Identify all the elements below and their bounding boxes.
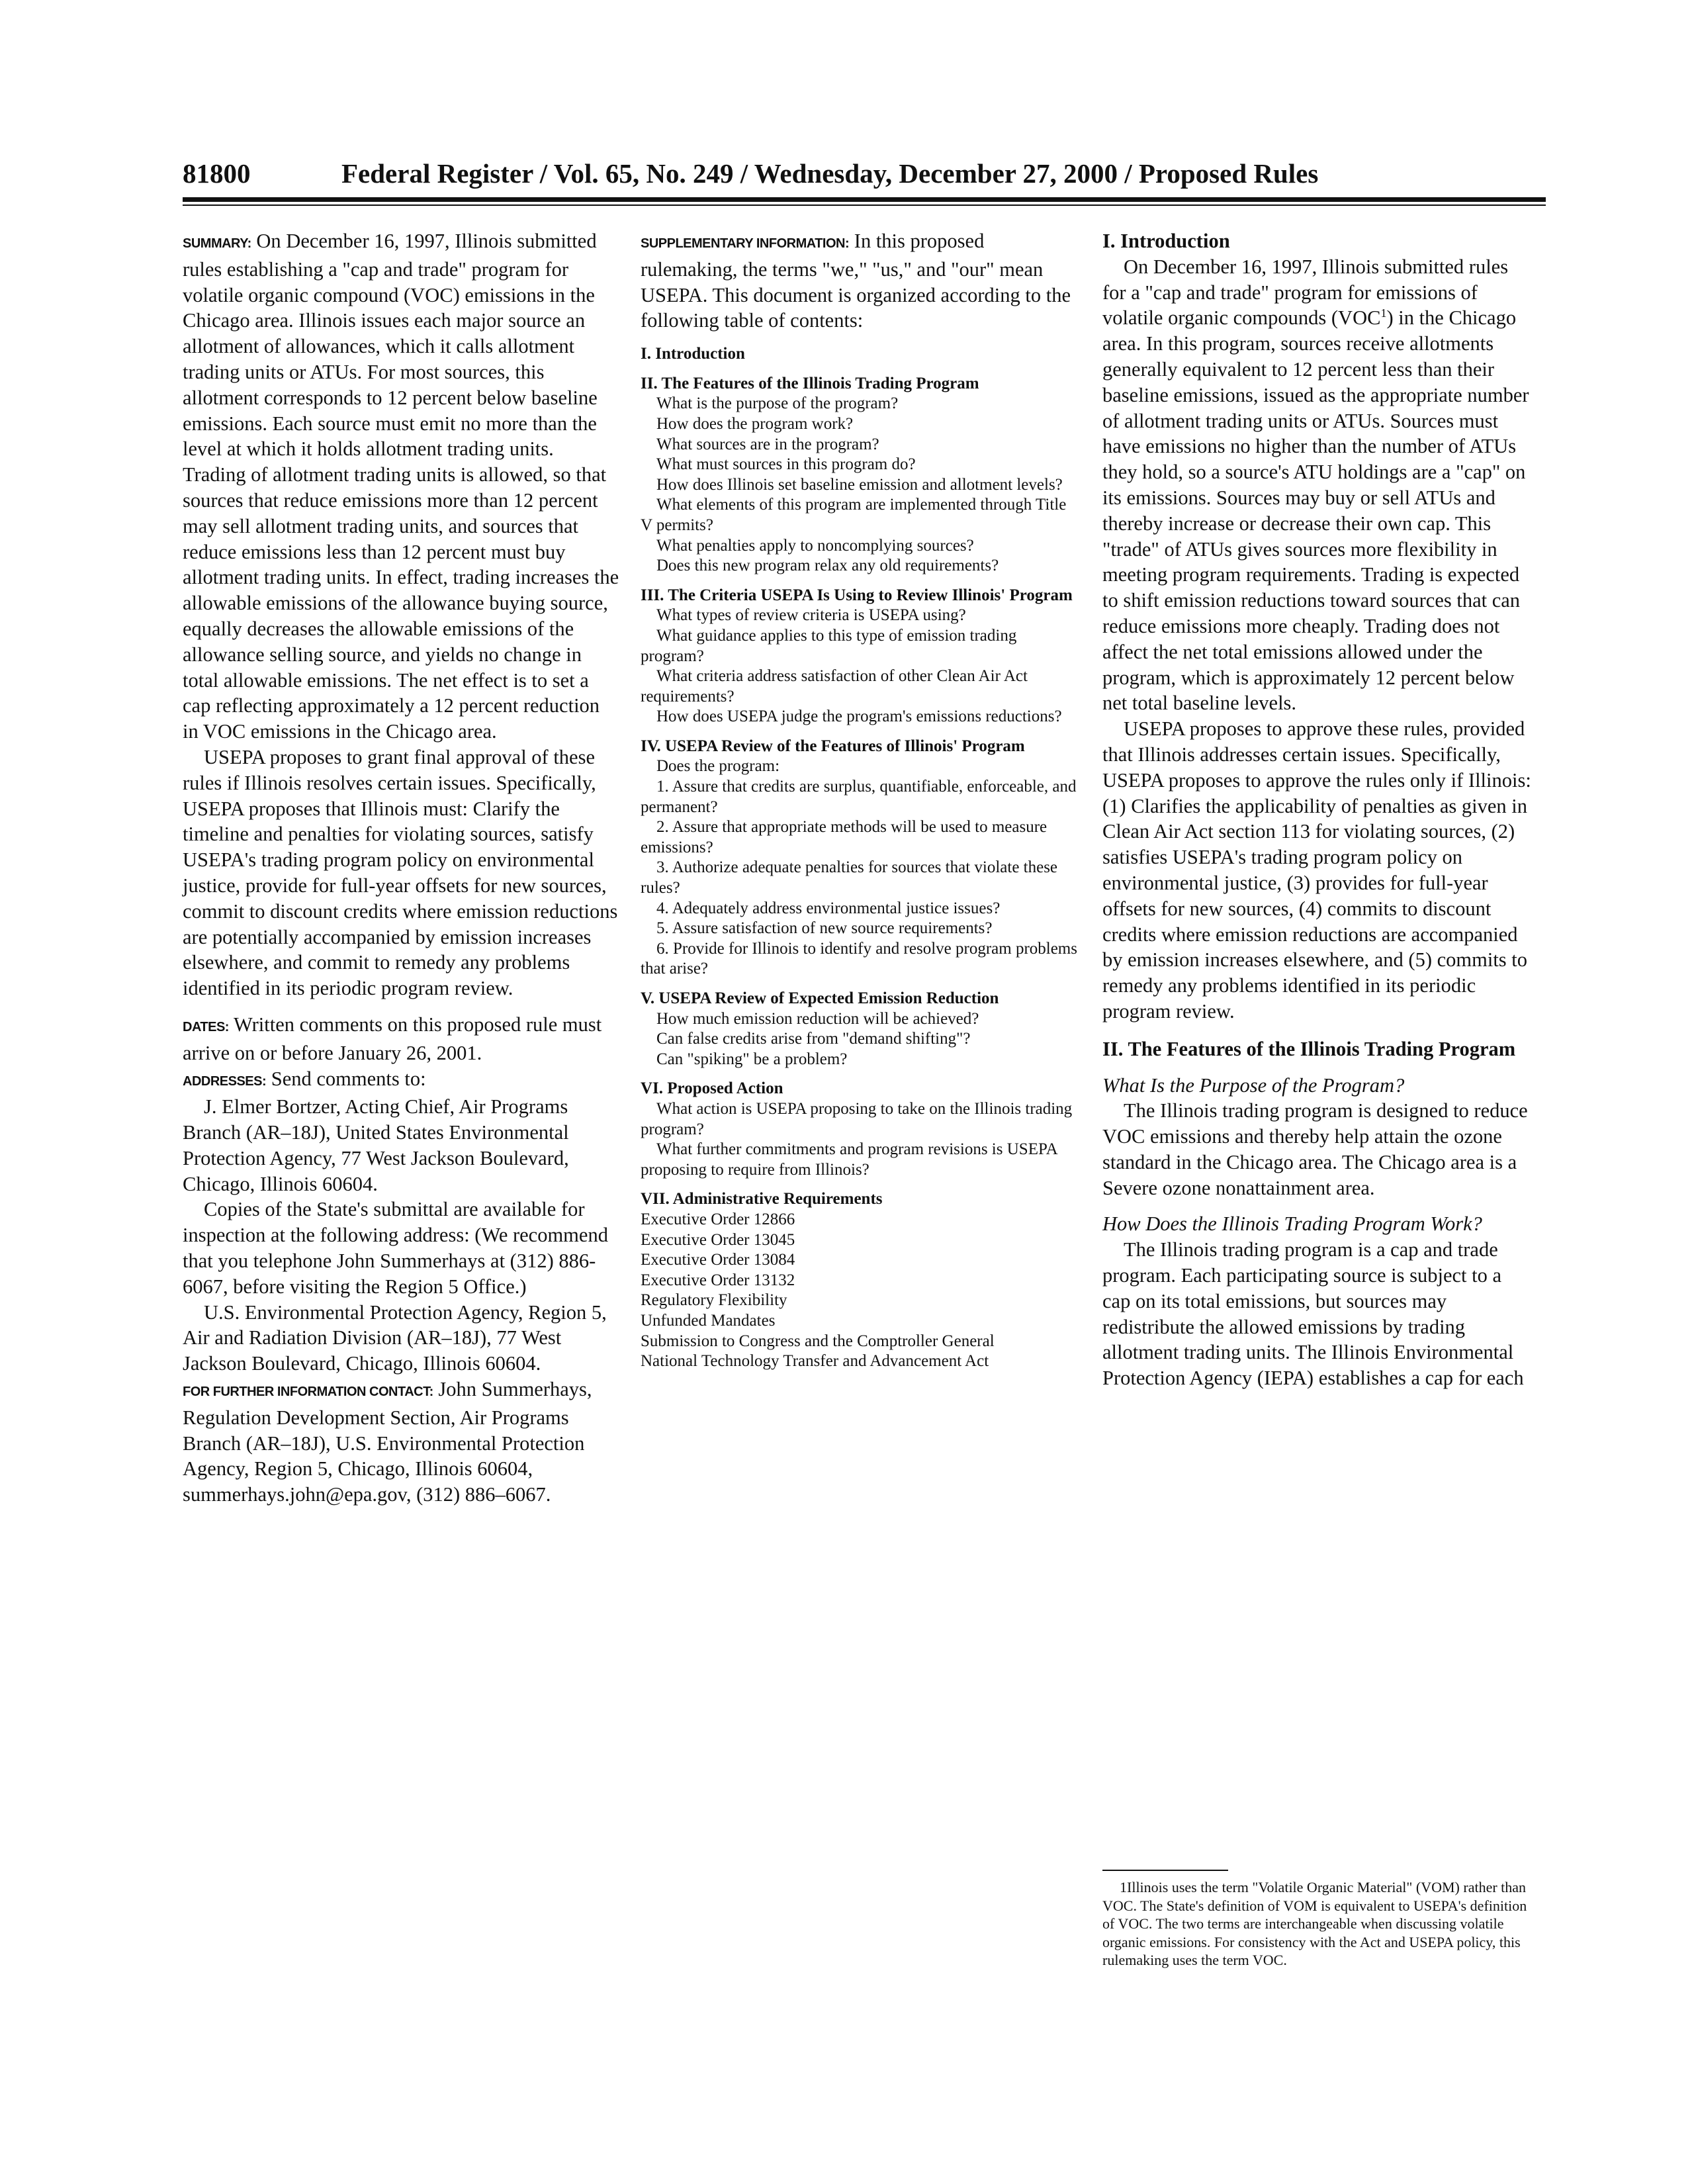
- toc-item: What elements of this program are implemented through Title V permits?: [641, 496, 1067, 534]
- toc-item: What penalties apply to noncomplying sources?: [656, 536, 974, 555]
- purpose-paragraph: The Illinois trading program is designed to reduce VOC emissions and thereby help attain the ozone standard in the Chicago area. The Chicago area is a Severe ozone nonattainment area.: [1102, 1099, 1528, 1199]
- supplementary-text: In this proposed rulemaking, the terms "we," "us," and "our" mean USEPA. This document is organized according to the following table of contents:: [641, 230, 1071, 332]
- contact-text: John Summerhays, Regulation Development Section, Air Programs Branch (AR–18J), U.S. Environmental Protection Agency, Region 5, Chicago, Illinois 60604, summerhays.john@epa.gov, (312) 886–6067.: [183, 1378, 592, 1506]
- addresses-paragraph: [183, 1066, 619, 1095]
- toc-item: 4. Adequately address environmental justice issues?: [656, 899, 1001, 917]
- toc-item: What sources are in the program?: [656, 435, 879, 453]
- addresses-text: Send comments to:: [271, 1067, 426, 1090]
- footnote-ref: 1: [1380, 306, 1387, 320]
- toc-section-title: VII. Administrative Requirements: [641, 1190, 883, 1208]
- toc-item: How does USEPA judge the program's emissions reductions?: [656, 707, 1062, 726]
- admin-item: Unfunded Mandates: [641, 1311, 776, 1330]
- summary-paragraph-2: USEPA proposes to grant final approval of these rules if Illinois resolves certain issues. Specifically, USEPA proposes that Illinois must: Clarify the timeline and penalties for violating sources, satisfy USEPA's trading program policy on environmental justice, provide for full-year offsets for new sources, commit to discount credits where emission reductions are potentially accompanied by emission increases elsewhere, and commit to remedy any problems identified in its periodic program review.: [183, 745, 618, 1000]
- address-1: J. Elmer Bortzer, Acting Chief, Air Programs Branch (AR–18J), United States Environmental Protection Agency, 77 West Jackson Boulevard, Chicago, Illinois 60604.: [183, 1095, 569, 1195]
- how-it-works-paragraph: The Illinois trading program is a cap and trade program. Each participating source is subject to a cap on its total emissions, but sources may redistribute the allowed emissions by trading allotment trading units. The Illinois Environmental Protection Agency (IEPA) establishes a cap for each: [1102, 1238, 1524, 1390]
- toc-item: Does the program:: [656, 757, 780, 776]
- toc-section-title: II. The Features of the Illinois Trading Program: [641, 374, 979, 392]
- introduction-paragraph-1: [1102, 254, 1533, 716]
- toc-item: 6. Provide for Illinois to identify and resolve program problems that arise?: [641, 939, 1077, 978]
- toc-item: What action is USEPA proposing to take on the Illinois trading program?: [641, 1099, 1073, 1138]
- summary-text: On December 16, 1997, Illinois submitted rules establishing a "cap and trade" program for volatile organic compound (VOC) emissions in the Chicago area. Illinois issues each major source an allotment of allowances, which it calls allotment trading units or ATUs. For most sources, this allotment corresponds to 12 percent below baseline emissions. Each source must emit no more than the level at which it holds allotment trading units. Trading of allotment trading units is allowed, so that sources that reduce emissions more than 12 percent may sell allotment trading units, and sources that reduce emissions less than 12 percent must buy allotment trading units. In effect, trading increases the allowable emissions of the allowance buying source, equally decreases the allowable emissions of the allowance selling source, and yields no change in total allowable emissions. The net effect is to set a cap reflecting approximately a 12 percent reduction in VOC emissions in the Chicago area.: [183, 230, 619, 743]
- toc-section-title: IV. USEPA Review of the Features of Illinois' Program: [641, 737, 1025, 755]
- intro-text-a: On December 16, 1997, Illinois submitted rules for a "cap and trade" program for emissions of volatile organic compounds (VOC: [1102, 255, 1509, 330]
- header-rule-thick: [183, 197, 1546, 202]
- toc-item: 5. Assure satisfaction of new source requirements?: [656, 919, 993, 938]
- section-heading-introduction: I. Introduction: [1102, 230, 1230, 252]
- column-3: [1102, 228, 1533, 1391]
- header-rule-thin: [183, 205, 1546, 206]
- page-number: 81800: [183, 158, 251, 189]
- toc-item: How much emission reduction will be achieved?: [656, 1009, 979, 1028]
- toc-item: 2. Assure that appropriate methods will be used to measure emissions?: [641, 818, 1048, 856]
- admin-item: National Technology Transfer and Advancement Act: [641, 1352, 989, 1371]
- toc-item: Can "spiking" be a problem?: [656, 1050, 848, 1068]
- introduction-paragraph-2: USEPA proposes to approve these rules, provided that Illinois addresses certain issues. Specifically, USEPA proposes to approve the rules only if Illinois: (1) Clarifies the applicability of penalties as given in Clean Air Act section 113 for violating sources, (2) satisfies USEPA's trading program policy on environmental justice, (3) provides for full-year offsets for new sources, (4) commits to discount credits where emission reductions are accompanied by emission increases elsewhere, and (5) commits to remedy any problems identified in its periodic program review.: [1102, 717, 1531, 1023]
- footnote-rule: [1102, 1870, 1228, 1871]
- page-header: [183, 158, 1566, 197]
- column-1: [183, 228, 619, 1508]
- admin-item: Submission to Congress and the Comptroller General: [641, 1332, 995, 1350]
- toc-item: What guidance applies to this type of emission trading program?: [641, 626, 1017, 665]
- admin-item: Regulatory Flexibility: [641, 1291, 787, 1310]
- running-title: Federal Register / Vol. 65, No. 249 / Wednesday, December 27, 2000 / Proposed Rules: [341, 158, 1319, 189]
- toc-item: Can false credits arise from "demand shifting"?: [656, 1030, 971, 1048]
- toc-section-title: V. USEPA Review of Expected Emission Reduction: [641, 989, 999, 1007]
- toc-item: What is the purpose of the program?: [656, 394, 899, 413]
- toc-item: 1. Assure that credits are surplus, quantifiable, enforceable, and permanent?: [641, 778, 1077, 816]
- address-2: U.S. Environmental Protection Agency, Region 5, Air and Radiation Division (AR–18J), 77 West Jackson Boulevard, Chicago, Illinois 60604.: [183, 1300, 607, 1375]
- addresses-label: ADDRESSES:: [183, 1073, 267, 1089]
- summary-label: SUMMARY:: [183, 236, 251, 251]
- contact-paragraph: [183, 1377, 619, 1508]
- toc-item: 3. Authorize adequate penalties for sources that violate these rules?: [641, 858, 1058, 897]
- intro-text-b: ) in the Chicago area. In this program, sources receive allotments generally equivalent to 12 percent less than their baseline emissions, issued as the appropriate number of allotment trading units or ATUs. Sources must have emissions no higher than the number of ATUs they hold, so a source's ATU holdings are a "cap" on its emissions. Sources may buy or sell ATUs and thereby increase or decrease their own cap. This "trade" of ATUs gives sources more flexibility in meeting program requirements. Trading is expected to shift emission reductions toward sources that can reduce emissions more cheaply. Trading does not affect the net total emissions allowed under the program, which is approximately 12 percent below net total baseline levels.: [1102, 306, 1529, 715]
- subheading-purpose: What Is the Purpose of the Program?: [1102, 1073, 1405, 1097]
- supplementary-paragraph: [641, 228, 1077, 334]
- toc-section-title: VI. Proposed Action: [641, 1079, 783, 1098]
- toc-item: What must sources in this program do?: [656, 455, 916, 474]
- admin-item: Executive Order 13045: [641, 1230, 795, 1249]
- column-2: [641, 228, 1077, 1372]
- copies-paragraph: Copies of the State's submittal are available for inspection at the following address: (We recommend that you telephone John Summerhays at (312) 886-6067, before visiting the Region 5 Office.): [183, 1198, 608, 1298]
- toc-item: Does this new program relax any old requirements?: [656, 557, 999, 575]
- toc-item: How does Illinois set baseline emission and allotment levels?: [656, 475, 1063, 494]
- admin-item: Executive Order 13132: [641, 1271, 795, 1289]
- summary-paragraph: [183, 228, 619, 745]
- contact-label: FOR FURTHER INFORMATION CONTACT:: [183, 1385, 433, 1400]
- admin-item: Executive Order 13084: [641, 1251, 795, 1269]
- dates-text: Written comments on this proposed rule must arrive on or before January 26, 2001.: [183, 1013, 602, 1064]
- toc-item: What criteria address satisfaction of other Clean Air Act requirements?: [641, 667, 1028, 705]
- section-heading-features: II. The Features of the Illinois Trading Program: [1102, 1037, 1516, 1060]
- toc-section-title: III. The Criteria USEPA Is Using to Review Illinois' Program: [641, 586, 1073, 604]
- subheading-how-it-works: How Does the Illinois Trading Program Work?: [1102, 1212, 1482, 1236]
- supplementary-label: SUPPLEMENTARY INFORMATION:: [641, 236, 850, 251]
- dates-paragraph: [183, 1012, 619, 1066]
- toc-item: How does the program work?: [656, 414, 854, 433]
- toc-section-title: I. Introduction: [641, 345, 745, 363]
- footnote: 1Illinois uses the term "Volatile Organic Material" (VOM) rather than VOC. The State's definition of VOM is equivalent to USEPA's definition of VOC. The two terms are interchangeable when discussing volatile organic emissions. For consistency with the Act and USEPA policy, this rulemaking uses the term VOC.: [1102, 1879, 1527, 1968]
- dates-label: DATES:: [183, 1019, 229, 1034]
- toc-item: What types of review criteria is USEPA using?: [656, 606, 966, 625]
- toc-item: What further commitments and program revisions is USEPA proposing to require from Illinois?: [641, 1140, 1057, 1179]
- admin-item: Executive Order 12866: [641, 1210, 795, 1228]
